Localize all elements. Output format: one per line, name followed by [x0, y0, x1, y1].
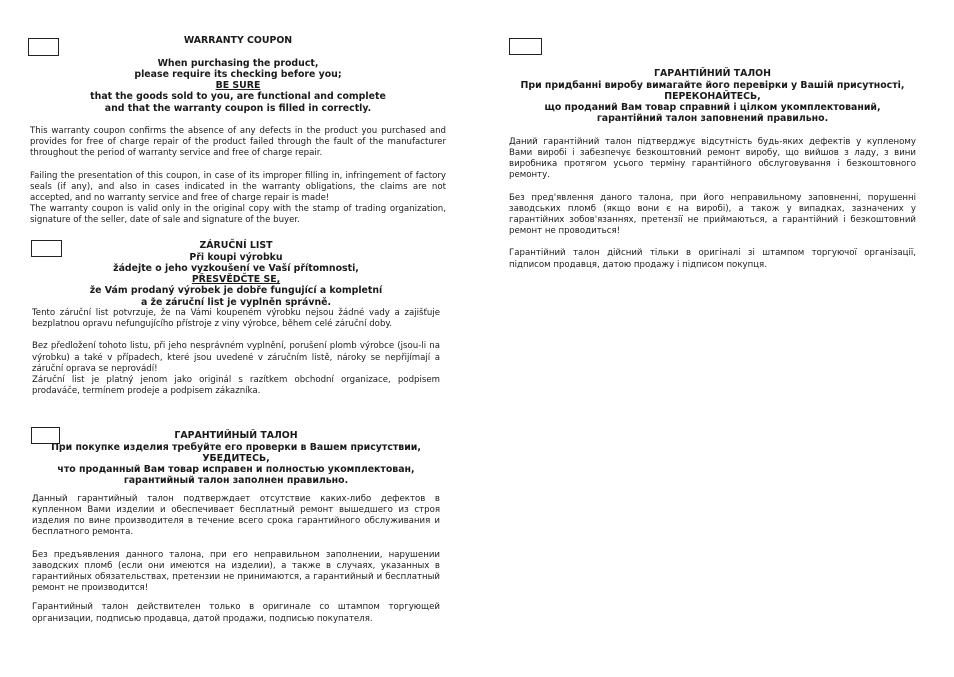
coupon-box-ukrainian	[509, 38, 542, 55]
section-title: WARRANTY COUPON	[183, 35, 293, 46]
heading-line: that the goods sold to you, are functional and complete	[90, 91, 386, 103]
warranty-section-english	[30, 35, 446, 227]
section-title: ZÁRUČNÍ LIST	[199, 240, 273, 251]
heading-emphasis: ПЕРЕКОНАЙТЕСЬ,	[664, 90, 761, 102]
heading-emphasis: BE SURE	[215, 80, 261, 92]
heading-line: Při koupi výrobku	[189, 251, 283, 263]
body-paragraph: This warranty coupon confirms the absence of any defects in the product you purchased and provides for free of charge repair of the product failed through the fault of the manufacturer throughout the period of warranty service and free of charge repair.	[30, 125, 446, 159]
heading-line: When purchasing the product,	[157, 57, 319, 69]
heading-line: že Vám prodaný výrobek je dobře fungující a kompletní	[89, 285, 383, 297]
body-paragraph: Без предъявления данного талона, при его неправильном заполнении, нарушении заводских пломб (если они имеются на изделии), а также в случаях, указанных в гарантийных обязательствах, претензии не принимаются, а гарантийный и бесплатный ремонт не производится!	[32, 549, 440, 594]
heading-line: please require its checking before you;	[134, 68, 342, 80]
body-paragraph: Даний гарантійний талон підтверджує відсутність будь-яких дефектів у купленому Вами виробі і забезпечує безкоштовний ремонт виробу, що вийшов з ладу, з вини виробника протягом усього терміну гарантійного обслуговування і безкоштовного ремонту.	[509, 136, 916, 181]
body-paragraph: Без пред'явлення даного талона, при його неправильному заповненні, порушенні заводських пломб (якщо вони є на виробі), а також у випадках, зазначених у гарантійних зобов'язаннях, претензії не приймаються, а гарантійний і безкоштовний ремонт не проводиться!	[509, 192, 916, 237]
body-paragraph: Záruční list je platný jenom jako originál s razítkem obchodní organizace, podpisem prodaváče, termínem prodeje a podpisem zákazníka.	[32, 375, 440, 397]
heading-line: гарантійний талон заповнений правильно.	[596, 113, 829, 125]
warranty-section-ukrainian	[509, 68, 916, 271]
body-paragraph: Гарантийный талон действителен только в оригинале со штампом торгующей организации, подписью продавца, датой продажи, подписью покупателя.	[32, 602, 440, 624]
heading-emphasis: УБЕДИТЕСЬ,	[202, 452, 270, 464]
section-title: ГАРАНТІЙНИЙ ТАЛОН	[654, 68, 771, 79]
heading-line: При придбанні виробу вимагайте його перевірки у Вашій присутності,	[520, 79, 905, 91]
heading-line: a že záruční list je vyplněn správně.	[140, 296, 332, 308]
body-paragraph: Данный гарантийный талон подтверждает отсутствие каких-либо дефектов в купленном Вами изделии и обеспечивает бесплатный ремонт вышедшего из строя изделия по вине производителя в течение всего срока гарантийного обслуживания и бесплатного ремонта.	[32, 493, 440, 538]
heading-line: and that the warranty coupon is filled in correctly.	[104, 102, 372, 114]
warranty-section-russian	[32, 430, 440, 625]
heading-line: žádejte o jeho vyzkoušení ve Vaší přítomnosti,	[113, 262, 359, 274]
heading-line: що проданий Вам товар справний і цілком укомплектований,	[544, 102, 881, 114]
warranty-section-czech	[32, 240, 440, 397]
section-title: ГАРАНТИЙНЫЙ ТАЛОН	[174, 430, 298, 441]
heading-line: гарантийный талон заполнен правильно.	[123, 475, 349, 487]
body-paragraph: The warranty coupon is valid only in the original copy with the stamp of trading organization, signature of the seller, date of sale and signature of the buyer.	[30, 204, 446, 226]
heading-emphasis: PŘESVĚDČTE SE,	[191, 274, 281, 286]
body-paragraph: Bez předložení tohoto listu, při jeho nesprávném vyplnění, porušení plomb výrobce (jsou-li na výrobku) a také v případech, které jsou uvedené v záručním listě, nároky se nepřijímají a záruční oprava se neprovádí!	[32, 341, 440, 374]
heading-line: что проданный Вам товар исправен и полностью укомплектован,	[57, 464, 415, 476]
body-paragraph: Failing the presentation of this coupon, in case of its improper filling in, infringement of factory seals (if any), and also in cases indicated in the warranty obligations, the claims are not accepted, and no warranty service and free of charge repair is made!	[30, 170, 446, 203]
heading-line: При покупке изделия требуйте его проверки в Вашем присутствии,	[51, 441, 421, 453]
body-paragraph: Гарантійний талон дійсний тільки в оригіналі зі штампом торгуючої організації, підписом продавця, датою продажу і підписом покупця.	[509, 248, 916, 270]
body-paragraph: Tento záruční list potvrzuje, že na Vámi koupeném výrobku nejsou žádné vady a zajišťuje bezplatnou opravu nefungujícího přístroje z viny výrobce, během celé záruční doby.	[32, 307, 440, 330]
